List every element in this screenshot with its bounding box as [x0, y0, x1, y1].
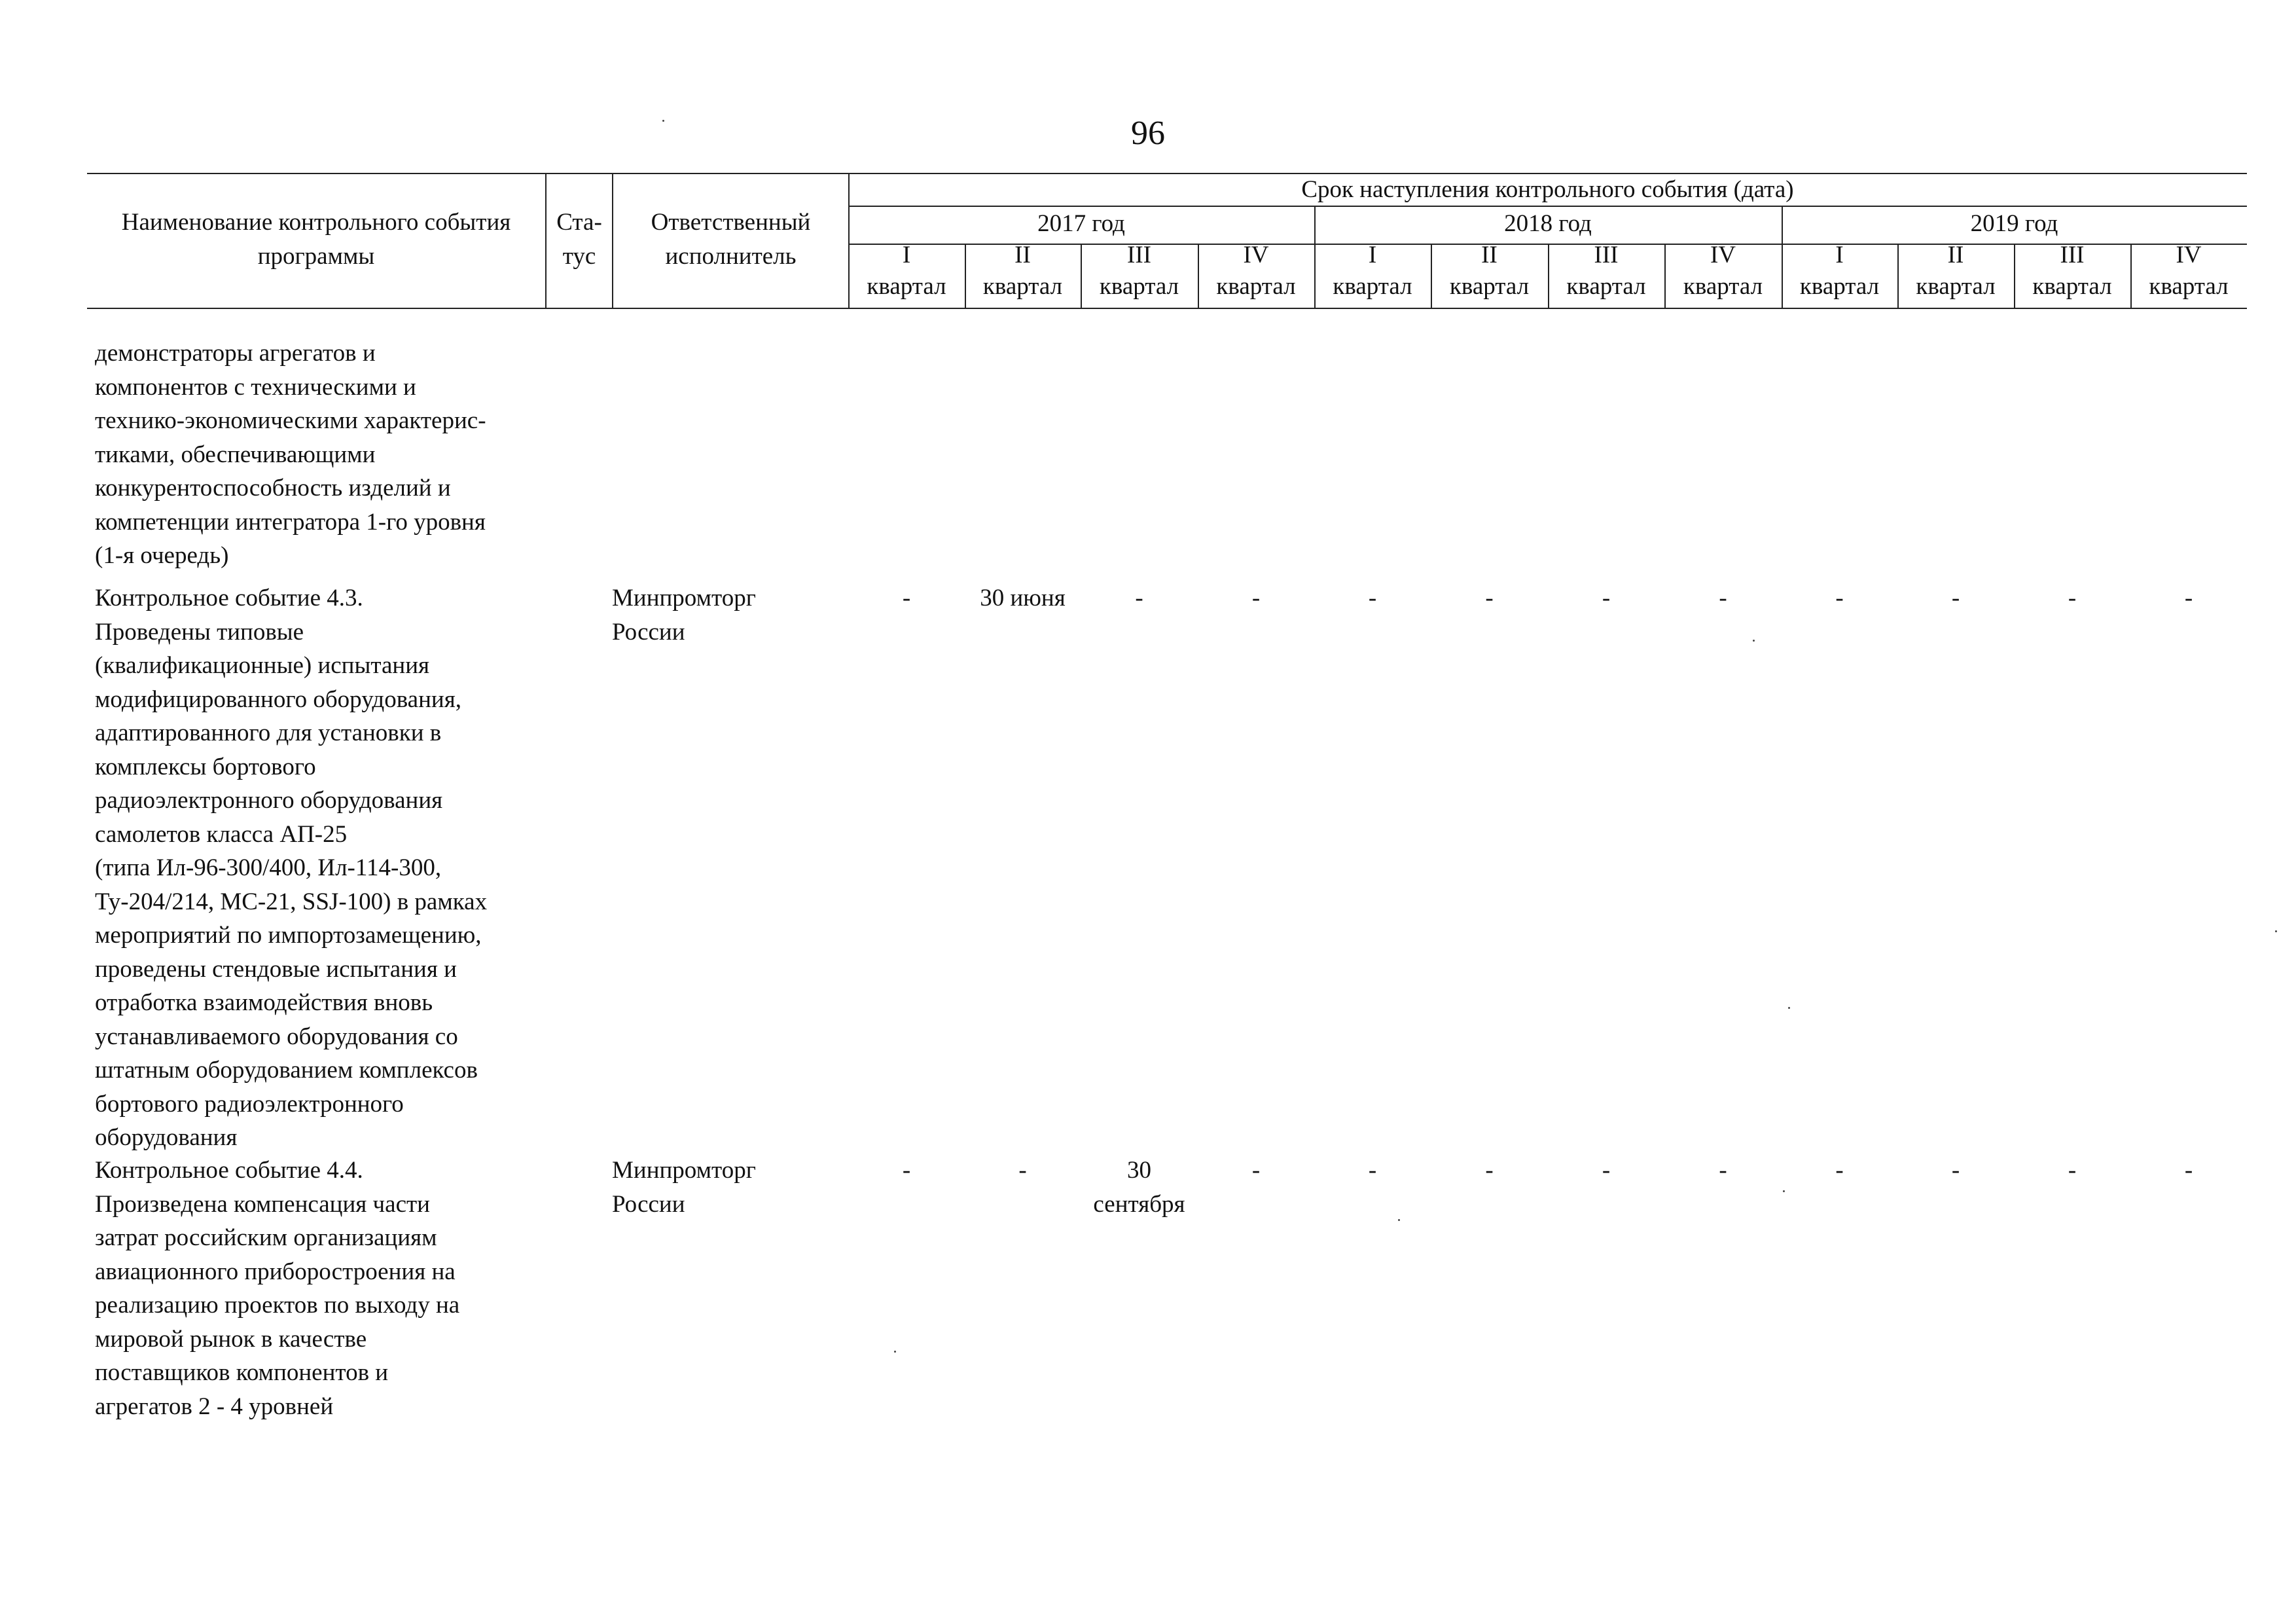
row-event-name-line: Ту-204/214, МС-21, SSJ-100) в рамках — [95, 888, 488, 915]
page-number: 96 — [1131, 115, 1165, 152]
quarter-cell: - — [2068, 585, 2077, 611]
row-event-name-line: (типа Ил-96-300/400, Ил-114-300, — [95, 854, 442, 881]
header-quarter-word: квартал — [1799, 273, 1880, 300]
header-quarter-numeral: III — [1594, 242, 1619, 268]
header-quarter — [848, 240, 965, 302]
header-status-line: Ста- — [556, 209, 602, 236]
header-quarter — [1431, 240, 1548, 302]
header-quarter-numeral: II — [1014, 242, 1031, 268]
row-event-name-line: конкурентоспособность изделий и — [95, 475, 451, 501]
quarter-cell: - — [1835, 585, 1844, 611]
row-event-name-line: поставщиков компонентов и — [95, 1359, 389, 1386]
quarter-cell: - — [1602, 585, 1611, 611]
header-quarter — [2130, 240, 2247, 302]
row-executor-line: Минпромторг — [612, 1157, 756, 1184]
header-quarter-word: квартал — [867, 273, 946, 300]
header-quarter-word: квартал — [1683, 273, 1763, 300]
header-quarter-word: квартал — [1216, 273, 1296, 300]
header-year-2017: 2017 год — [1037, 210, 1125, 237]
row-event-name-line: мероприятий по импортозамещению, — [95, 922, 482, 949]
scan-speck — [1753, 640, 1755, 642]
row-event-name-line: устанавливаемого оборудования со — [95, 1023, 458, 1050]
header-event-name-line: Наименование контрольного события — [121, 209, 511, 236]
header-quarter-word: квартал — [2149, 273, 2229, 300]
header-quarter-word: квартал — [1099, 273, 1179, 300]
header-quarter — [1198, 240, 1314, 302]
row-event-name-line: проведены стендовые испытания и — [95, 955, 457, 983]
quarter-cell: - — [1485, 585, 1494, 611]
row-executor — [612, 1154, 756, 1221]
row-event-name-line: радиоэлектронного оборудования — [95, 787, 443, 814]
header-quarter-numeral: III — [2060, 242, 2085, 268]
row-event-name-line: самолетов класса АП-25 — [95, 820, 348, 848]
row-event-name-line: (1-я очередь) — [95, 542, 229, 569]
row-event-name — [95, 1154, 459, 1423]
header-quarter-word: квартал — [1566, 273, 1646, 300]
row-event-name — [95, 337, 486, 573]
scan-speck — [2275, 930, 2277, 932]
scan-speck — [894, 1351, 896, 1353]
header-quarter-numeral: II — [1947, 242, 1964, 268]
row-event-name — [95, 581, 487, 1155]
quarter-cell: - — [1719, 585, 1727, 611]
header-quarter — [1081, 240, 1198, 302]
row-event-name-line: адаптированного для установки в — [95, 720, 442, 746]
row-executor — [612, 581, 756, 649]
quarter-cell: - — [1368, 1157, 1377, 1184]
row-event-name-line: тиками, обеспечивающими — [95, 441, 376, 468]
row-event-name-line: мировой рынок в качестве — [95, 1325, 367, 1353]
row-event-name-line: компетенции интегратора 1-го уровня — [95, 508, 486, 536]
header-quarter-word: квартал — [1916, 273, 1996, 300]
header-quarter — [1314, 240, 1431, 302]
header-quarter-numeral: I — [902, 242, 911, 268]
header-status-line: тус — [562, 243, 596, 270]
row-event-name-line: Произведена компенсация части — [95, 1190, 430, 1218]
header-executor — [613, 206, 848, 274]
header-quarter — [1664, 240, 1782, 302]
scan-speck — [662, 120, 664, 122]
quarter-cell: - — [1251, 585, 1261, 611]
header-event-name — [87, 206, 545, 274]
quarter-cell — [1081, 1154, 1198, 1221]
row-event-name-line: Контрольное событие 4.3. — [95, 585, 363, 611]
quarter-cell: - — [1835, 1157, 1844, 1184]
header-quarter — [1897, 240, 2014, 302]
quarter-cell: - — [1018, 1157, 1027, 1184]
row-event-name-line: отработка взаимодействия вновь — [95, 989, 433, 1016]
row-event-name-line: бортового радиоэлектронного — [95, 1090, 404, 1118]
row-event-name-line: агрегатов 2 - 4 уровней — [95, 1393, 334, 1420]
quarter-cell: - — [902, 1157, 911, 1184]
header-quarter-word: квартал — [1449, 273, 1530, 300]
header-quarter — [2014, 240, 2130, 302]
row-executor-line: России — [612, 1190, 685, 1218]
quarter-cell: 30 июня — [980, 585, 1066, 611]
row-event-name-line: реализацию проектов по выходу на — [95, 1292, 460, 1319]
quarter-cell-line: сентября — [1093, 1190, 1185, 1218]
header-quarter-word: квартал — [2032, 273, 2112, 300]
header-rule-bottom — [87, 308, 2247, 309]
quarter-cell: - — [1719, 1157, 1727, 1184]
header-status — [547, 206, 612, 274]
header-quarter-numeral: IV — [1710, 242, 1736, 268]
header-year-2018: 2018 год — [1504, 210, 1592, 237]
row-executor-line: России — [612, 618, 685, 646]
header-quarter — [1782, 240, 1897, 302]
header-quarter — [1548, 240, 1664, 302]
row-event-name-line: Проведены типовые — [95, 618, 304, 646]
quarter-cell: - — [1602, 1157, 1611, 1184]
quarter-cell: - — [1951, 585, 1960, 611]
quarter-cell: - — [902, 585, 911, 611]
scan-speck — [1783, 1190, 1785, 1192]
row-event-name-line: Контрольное событие 4.4. — [95, 1157, 363, 1184]
header-quarter-numeral: III — [1127, 242, 1151, 268]
row-event-name-line: штатным оборудованием комплексов — [95, 1057, 478, 1084]
row-event-name-line: демонстраторы агрегатов и — [95, 340, 376, 367]
row-event-name-line: авиационного приборостроения на — [95, 1258, 456, 1285]
quarter-cell: - — [2068, 1157, 2077, 1184]
scan-speck — [1398, 1219, 1400, 1221]
header-quarter-numeral: IV — [1243, 242, 1269, 268]
header-quarter — [965, 240, 1081, 302]
quarter-cell: - — [1368, 585, 1377, 611]
quarter-cell: - — [2184, 1157, 2193, 1184]
quarter-cell: - — [1251, 1157, 1261, 1184]
header-year-2019: 2019 год — [1970, 210, 2058, 237]
header-quarter-word: квартал — [1333, 273, 1412, 300]
row-event-name-line: затрат российским организациям — [95, 1224, 437, 1251]
row-event-name-line: компонентов с техническими и — [95, 373, 416, 401]
header-quarter-numeral: I — [1368, 242, 1377, 268]
header-quarter-word: квартал — [982, 273, 1063, 300]
quarter-cell: - — [1951, 1157, 1960, 1184]
row-event-name-line: оборудования — [95, 1124, 238, 1151]
quarter-cell-line: 30 — [1127, 1157, 1151, 1184]
header-executor-line: исполнитель — [665, 243, 797, 270]
scan-speck — [1788, 1007, 1790, 1009]
header-event-name-line: программы — [257, 243, 375, 270]
row-event-name-line: (квалификационные) испытания — [95, 652, 430, 679]
row-event-name-line: технико-экономическими характерис- — [95, 407, 486, 434]
header-quarter-numeral: II — [1481, 242, 1498, 268]
quarter-cell: - — [2184, 585, 2193, 611]
header-quarter-numeral: IV — [2176, 242, 2202, 268]
quarter-cell: - — [1135, 585, 1143, 611]
row-event-name-line: модифицированного оборудования, — [95, 685, 461, 713]
row-event-name-line: комплексы бортового — [95, 753, 316, 780]
header-quarter-numeral: I — [1835, 242, 1844, 268]
quarter-cell: - — [1485, 1157, 1494, 1184]
header-deadline-title: Срок наступления контрольного события (дата) — [1301, 176, 1794, 203]
row-executor-line: Минпромторг — [612, 585, 756, 611]
header-executor-line: Ответственный — [651, 209, 811, 236]
